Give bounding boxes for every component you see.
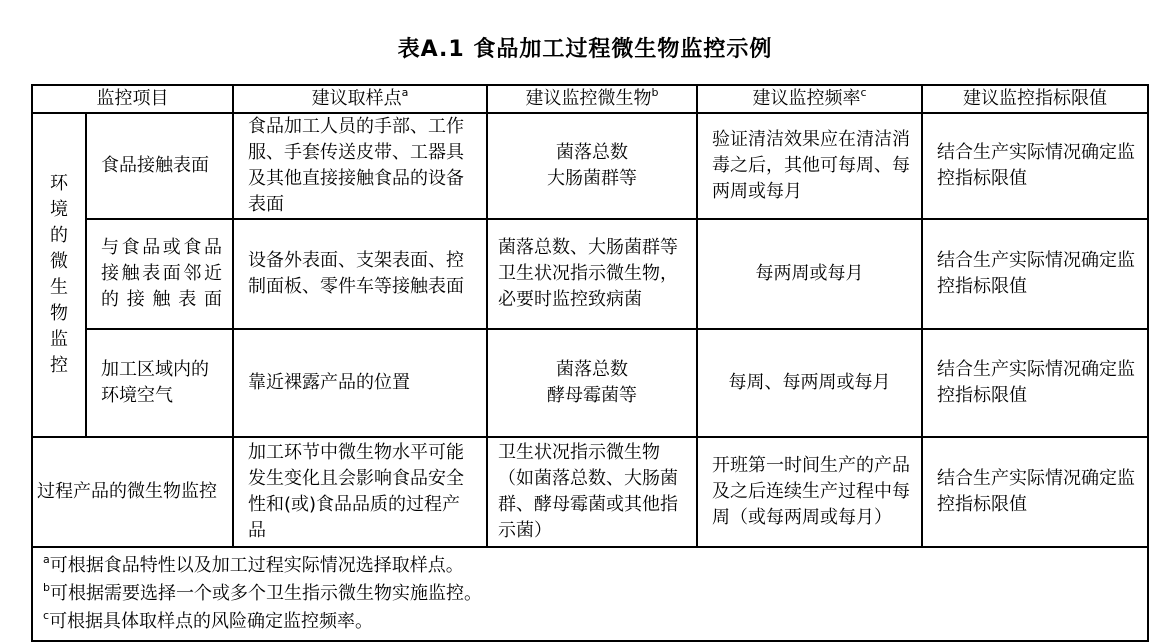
row-limit: 结合生产实际情况确定监控指标限值 — [922, 113, 1148, 219]
row-category: 食品接触表面 — [86, 113, 233, 219]
header-row — [32, 85, 1148, 113]
table-title: 表A.1 食品加工过程微生物监控示例 — [397, 37, 773, 62]
row-category: 加工区域内的环境空气 — [86, 329, 233, 437]
table-row — [32, 329, 1148, 437]
row-frequency: 每周、每两周或每月 — [697, 329, 922, 437]
header-item: 监控项目 — [32, 85, 233, 113]
row-category: 与食品或食品接触表面邻近的接触表面 — [86, 219, 233, 329]
row-sampling: 食品加工人员的手部、工作服、手套传送皮带、工器具及其他直接接触食品的设备表面 — [233, 113, 487, 219]
row-organism: 卫生状况指示微生物（如菌落总数、大肠菌群、酵母霉菌或其他指示菌） — [487, 437, 697, 547]
table-row — [32, 113, 1148, 219]
row-limit: 结合生产实际情况确定监控指标限值 — [922, 437, 1148, 547]
row-organism: 菌落总数 大肠菌群等 — [487, 113, 697, 219]
table-row — [32, 219, 1148, 329]
row-organism: 菌落总数、大肠菌群等卫生状况指示微生物，必要时监控致病菌 — [487, 219, 697, 329]
footnote-c: $^c$可根据具体取样点的风险确定监控频率。 — [43, 609, 374, 632]
group-label-environment: 环境的微生物监控 — [32, 113, 86, 437]
row-limit: 结合生产实际情况确定监控指标限值 — [922, 219, 1148, 329]
row-limit: 结合生产实际情况确定监控指标限值 — [922, 329, 1148, 437]
row-sampling: 加工环节中微生物水平可能发生变化且会影响食品安全性和(或)食品品质的过程产品 — [233, 437, 487, 547]
footnotes — [32, 547, 1148, 641]
footnote-b: $^b$可根据需要选择一个或多个卫生指示微生物实施监控。 — [43, 581, 482, 604]
row-organism: 菌落总数 酵母霉菌等 — [487, 329, 697, 437]
row-frequency: 开班第一时间生产的产品及之后连续生产过程中每周（或每两周或每月） — [697, 437, 922, 547]
header-sampling: 建议取样点$^a$ — [233, 85, 487, 113]
footnote-a: $^a$可根据食品特性以及加工过程实际情况选择取样点。 — [43, 553, 464, 576]
row-sampling: 靠近裸露产品的位置 — [233, 329, 487, 437]
header-organism: 建议监控微生物$^b$ — [487, 85, 697, 113]
row-category-process: 过程产品的微生物监控 — [32, 437, 233, 547]
row-frequency: 每两周或每月 — [697, 219, 922, 329]
footnote-row — [32, 547, 1148, 641]
monitoring-table — [31, 84, 1149, 642]
header-frequency: 建议监控频率$^c$ — [697, 85, 922, 113]
table-row — [32, 437, 1148, 547]
row-sampling: 设备外表面、支架表面、控制面板、零件车等接触表面 — [233, 219, 487, 329]
row-frequency: 验证清洁效果应在清洁消毒之后，其他可每周、每两周或每月 — [697, 113, 922, 219]
header-limit: 建议监控指标限值 — [922, 85, 1148, 113]
